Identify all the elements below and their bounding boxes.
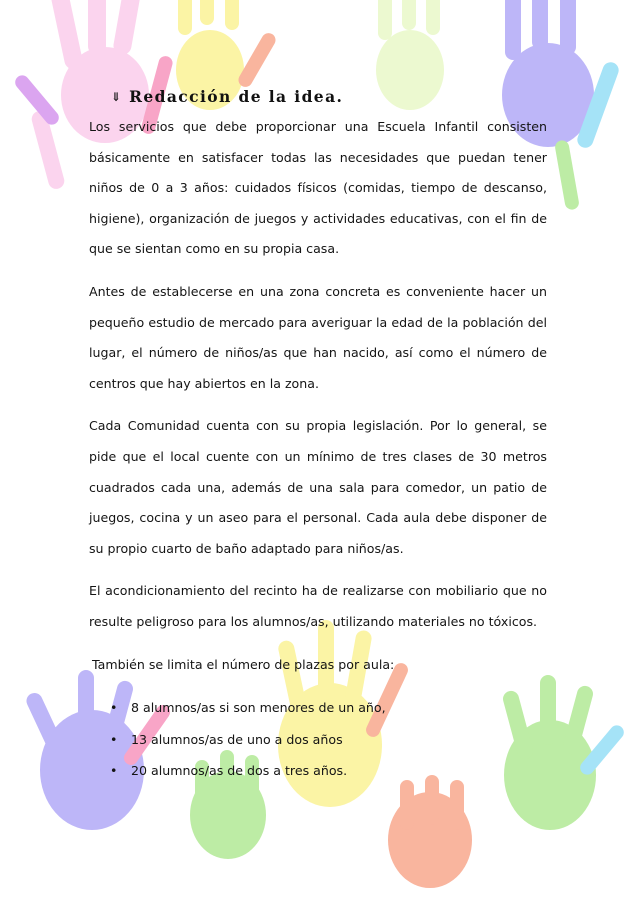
section-heading	[111, 84, 547, 110]
list-item: • 20 alumnos/as de dos a tres años.	[89, 755, 547, 787]
bullet-icon: •	[110, 700, 118, 716]
list-item: • 8 alumnos/as si son menores de un año,	[89, 692, 547, 724]
paragraph-4: El acondicionamiento del recinto ha de realizarse con mobiliario que no resulte peligroso para los alumnos/as, utilizando materiales no tóxicos.	[89, 583, 547, 629]
paragraph-3: Cada Comunidad cuenta con su propia legislación. Por lo general, se pide que el local cuente con un mínimo de tres clases de 30 metros cuadrados cada una, además de una sala para comedor, un patio de juegos, cocina y un aseo para el personal. Cada aula debe disponer de su propio cuarto de baño adaptado para niños/as.	[89, 418, 547, 556]
heading-text: Redacción de la idea.	[129, 86, 344, 106]
down-arrow-icon: ⇓	[111, 89, 122, 104]
document-body	[89, 84, 547, 787]
paragraph-1: Los servicios que debe proporcionar una Escuela Infantil consisten básicamente en satisfacer todas las necesidades que puedan tener niños de 0 a 3 años: cuidados físicos (comidas, tiempo de descanso, higiene), organización de juegos y actividades educativas, con el fin de que se sientan como en su propia casa.	[89, 119, 547, 257]
bullet-list	[89, 692, 547, 787]
paragraph-2: Antes de establecerse en una zona concreta es conveniente hacer un pequeño estudio de mercado para averiguar la edad de la población del lugar, el número de niños/as que han nacido, así como el número de centros que hay abiertos en la zona.	[89, 283, 547, 391]
list-intro: También se limita el número de plazas por aula:	[92, 656, 395, 672]
list-item: • 13 alumnos/as de uno a dos años	[89, 724, 547, 756]
bullet-icon: •	[110, 763, 118, 779]
bullet-icon: •	[110, 731, 118, 747]
